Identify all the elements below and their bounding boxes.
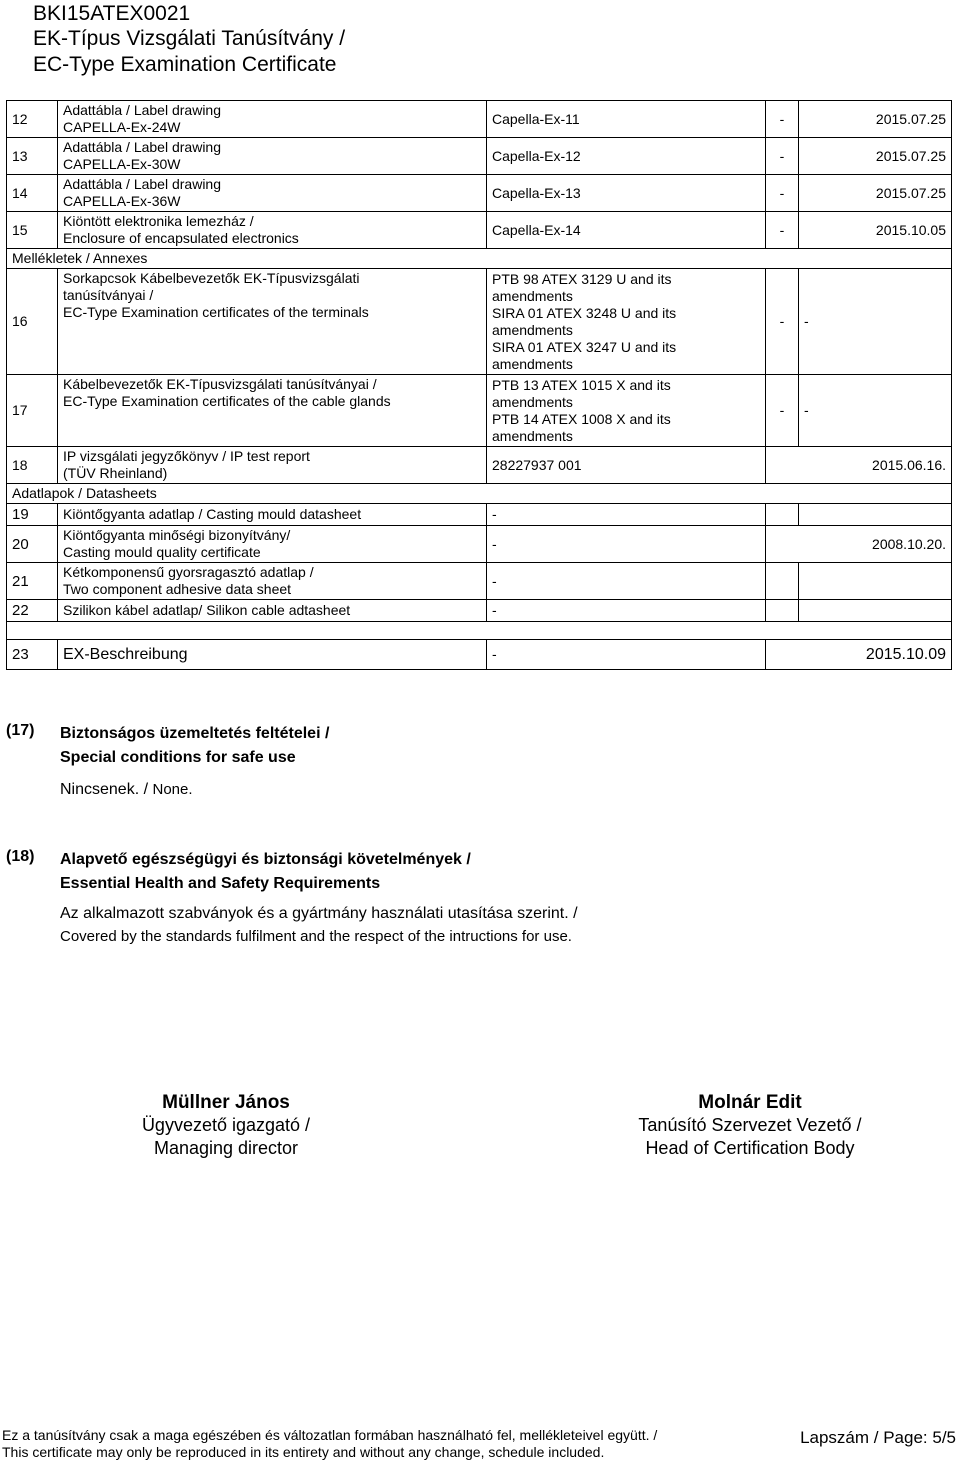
- section-18-body-en: Covered by the standards fulfilment and the respect of the intructions for use.: [60, 928, 572, 945]
- row-number: 17: [7, 375, 58, 447]
- section-17-body: [60, 781, 193, 799]
- section-title-en: Essential Health and Safety Requirements: [60, 875, 381, 892]
- table-row: [7, 175, 952, 212]
- row-date: [799, 504, 952, 526]
- row-dash: -: [487, 526, 766, 563]
- spacer-cell: [7, 622, 952, 640]
- row-description: Szilikon kábel adatlap/ Silikon cable adtasheet: [58, 600, 487, 622]
- section-row-annexes: [7, 249, 952, 269]
- row-description: EX-Beschreibung: [58, 640, 487, 670]
- row-number: 23: [7, 640, 58, 670]
- signature-right: [600, 1091, 900, 1160]
- section-18: [6, 848, 946, 898]
- section-title-en: Special conditions for safe use: [60, 749, 296, 766]
- document-table: [6, 100, 952, 670]
- row-dash: -: [766, 269, 799, 375]
- row-dash: -: [487, 504, 766, 526]
- ref-line: amendments: [492, 393, 573, 410]
- signatory-role-hu: Tanúsító Szervezet Vezető /: [638, 1115, 862, 1135]
- table-row: [7, 504, 952, 526]
- row-description: Adattábla / Label drawing CAPELLA-Ex-36W: [58, 175, 487, 212]
- row-empty: [766, 600, 799, 622]
- row-dash-2: -: [799, 269, 952, 375]
- row-description: Kiöntött elektronika lemezház / Enclosure of encapsulated electronics: [58, 212, 487, 249]
- table-row: [7, 640, 952, 670]
- row-reference: 28227937 001: [487, 447, 766, 484]
- row-dash: -: [487, 640, 766, 670]
- row-empty: [766, 504, 799, 526]
- row-description: IP vizsgálati jegyzőkönyv / IP test report (TÜV Rheinland): [58, 447, 487, 484]
- row-reference: Capella-Ex-13: [487, 175, 766, 212]
- ref-line: SIRA 01 ATEX 3248 U and its: [492, 304, 677, 321]
- row-dash: -: [766, 138, 799, 175]
- table-row: [7, 101, 952, 138]
- table-row: [7, 526, 952, 563]
- row-description: Kiöntőgyanta minőségi bizonyítvány/ Casting mould quality certificate: [58, 526, 487, 563]
- title-hungarian: EK-Típus Vizsgálati Tanúsítvány /: [33, 27, 346, 50]
- table-row: [7, 600, 952, 622]
- row-reference-list: [487, 375, 766, 447]
- row-date: 2015.10.05: [799, 212, 952, 249]
- row-description: Kábelbevezetők EK-Típusvizsgálati tanúsítványai / EC-Type Examination certificates of the cable glands: [58, 375, 487, 447]
- section-label: (18): [6, 848, 35, 865]
- section-title-hu: Biztonságos üzemeltetés feltételei /: [60, 725, 330, 742]
- row-reference: Capella-Ex-14: [487, 212, 766, 249]
- ref-line: amendments: [492, 427, 573, 444]
- ref-line: PTB 14 ATEX 1008 X and its: [492, 410, 671, 427]
- row-dash-2: -: [799, 375, 952, 447]
- row-number: 16: [7, 269, 58, 375]
- row-date: 2015.06.16.: [766, 447, 952, 484]
- table-row: [7, 212, 952, 249]
- row-date: 2015.10.09: [766, 640, 952, 670]
- table-row: [7, 563, 952, 600]
- ref-line: SIRA 01 ATEX 3247 U and its: [492, 338, 677, 355]
- row-number: 21: [7, 563, 58, 600]
- row-date: 2008.10.20.: [766, 526, 952, 563]
- row-description: Adattábla / Label drawing CAPELLA-Ex-24W: [58, 101, 487, 138]
- section-label: (17): [6, 722, 35, 739]
- signatory-role-hu: Ügyvezető igazgató /: [141, 1115, 311, 1135]
- table-row: [7, 269, 952, 375]
- row-description: Sorkapcsok Kábelbevezetők EK-Típusvizsgálati tanúsítványai / EC-Type Examination certificates of the terminals: [58, 269, 487, 375]
- row-dash: -: [766, 375, 799, 447]
- row-description: Adattábla / Label drawing CAPELLA-Ex-30W: [58, 138, 487, 175]
- signature-left: [96, 1091, 356, 1160]
- section-heading: Mellékletek / Annexes: [7, 249, 952, 269]
- row-number: 13: [7, 138, 58, 175]
- row-number: 18: [7, 447, 58, 484]
- row-reference: Capella-Ex-12: [487, 138, 766, 175]
- row-dash: -: [766, 212, 799, 249]
- row-date: [799, 600, 952, 622]
- body-en: None.: [152, 781, 193, 798]
- row-empty: [766, 563, 799, 600]
- title-english: EC-Type Examination Certificate: [33, 53, 337, 76]
- ref-line: amendments: [492, 287, 573, 304]
- row-number: 20: [7, 526, 58, 563]
- row-number: 19: [7, 504, 58, 526]
- ref-line: amendments: [492, 355, 573, 372]
- certificate-number: BKI15ATEX0021: [33, 2, 191, 25]
- row-number: 14: [7, 175, 58, 212]
- row-date: 2015.07.25: [799, 138, 952, 175]
- section-title: [60, 722, 329, 770]
- signatory-name: Molnár Edit: [698, 1092, 802, 1113]
- row-date: 2015.07.25: [799, 175, 952, 212]
- row-number: 22: [7, 600, 58, 622]
- ref-line: PTB 98 ATEX 3129 U and its: [492, 270, 672, 287]
- row-number: 12: [7, 101, 58, 138]
- ref-line: PTB 13 ATEX 1015 X and its: [492, 376, 671, 393]
- row-date: 2015.07.25: [799, 101, 952, 138]
- signatory-role-en: Managing director: [153, 1138, 299, 1158]
- table-row: [7, 447, 952, 484]
- row-number: 15: [7, 212, 58, 249]
- section-title-hu: Alapvető egészségügyi és biztonsági követelmények /: [60, 851, 471, 868]
- body-hu: Nincsenek. /: [60, 781, 149, 798]
- ref-line: amendments: [492, 321, 573, 338]
- footer-notice: [2, 1427, 657, 1461]
- spacer-row: [7, 622, 952, 640]
- signatory-role-en: Head of Certification Body: [645, 1138, 855, 1158]
- table-row: [7, 375, 952, 447]
- row-reference-list: [487, 269, 766, 375]
- table-row: [7, 138, 952, 175]
- row-date: [799, 563, 952, 600]
- footer-line-hu: Ez a tanúsítvány csak a maga egészében és változatlan formában használható fel, mellékleteivel együtt. /: [2, 1427, 658, 1443]
- section-heading: Adatlapok / Datasheets: [7, 484, 952, 504]
- row-reference: Capella-Ex-11: [487, 101, 766, 138]
- section-18-body-hu: Az alkalmazott szabványok és a gyártmány használati utasítása szerint. /: [60, 905, 578, 922]
- row-description: Kétkomponensű gyorsragasztó adatlap / Two component adhesive data sheet: [58, 563, 487, 600]
- row-dash: -: [766, 175, 799, 212]
- row-dash: -: [766, 101, 799, 138]
- signatory-name: Müllner János: [162, 1092, 290, 1113]
- row-dash: -: [487, 600, 766, 622]
- section-title: [60, 848, 471, 896]
- row-description: Kiöntőgyanta adatlap / Casting mould datasheet: [58, 504, 487, 526]
- page-number: Lapszám / Page: 5/5: [800, 1428, 956, 1447]
- section-row-datasheets: [7, 484, 952, 504]
- row-dash: -: [487, 563, 766, 600]
- footer-line-en: This certificate may only be reproduced in its entirety and without any change, schedule included.: [2, 1444, 605, 1460]
